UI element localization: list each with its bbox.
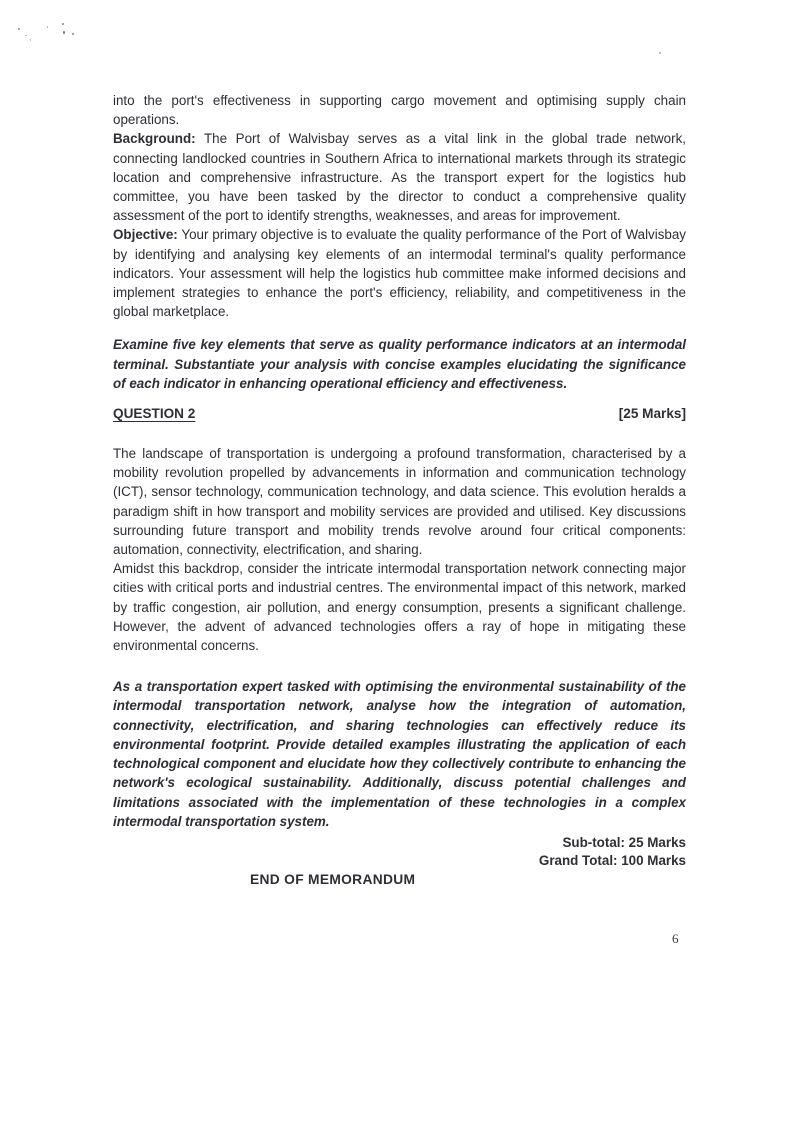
background-paragraph [113,129,686,225]
scan-speckle [659,52,661,54]
scan-speckle [30,39,31,41]
background-text: The Port of Walvisbay serves as a vital link in the global trade network, connecting landlocked countries in Southern Africa to international markets through its strategic location and comprehensive infrastructure. As the transport expert for the logistics hub committee, you have been tasked by the director to conduct a comprehensive quality assessment of the port to identify strengths, weaknesses, and areas for improvement. [113,131,686,224]
page-number: 6 [672,931,679,946]
background-label: Background: [113,131,196,147]
scan-speckle [62,23,64,25]
question2-heading: QUESTION 2 [113,406,196,422]
document-body [113,91,686,887]
question2-paragraph-2: Amidst this backdrop, consider the intricate intermodal transportation network connecting major cities with critical ports and industrial centres. The environmental impact of this network, marked by traffic congestion, air pollution, and energy consumption, presents a significant challenge. However, the advent of advanced technologies offers a ray of hope in mitigating these environmental concerns. [113,561,686,654]
intro-continuation-paragraph [113,91,686,129]
scan-speckle [72,33,74,35]
scan-speckle [25,35,27,36]
intro-continuation-text: into the port's effectiveness in supporting cargo movement and optimising supply chain operations. [113,93,686,128]
question2-heading-row [113,406,686,421]
totals-block [113,834,686,871]
objective-label: Objective: [113,227,178,243]
grand-total-line: Grand Total: 100 Marks [538,853,686,869]
end-of-memorandum-label: END OF MEMORANDUM [250,871,416,887]
question2-paragraph-1: The landscape of transportation is undergoing a profound transformation, characterised by a mobility revolution propelled by advancements in information and communication technology (ICT), sensor technology, communication technology, and data science. This evolution heralds a paradigm shift in how transport and mobility services are provided and utilised. Key discussions surrounding future transport and mobility trends revolve around four critical components: automation, connectivity, electrification, and sharing. [113,446,686,558]
question2-task-paragraph: As a transportation expert tasked with optimising the environmental sustainability of the intermodal transportation network, analyse how the integration of automation, connectivity, electrification, and sharing technologies can effectively reduce its environmental footprint. Provide detailed examples illustrating the application of each technological component and elucidate how they collectively contribute to enhancing the network's ecological sustainability. Additionally, discuss potential challenges and limitations associated with the implementation of these technologies in a complex intermodal transportation system. [113,679,686,829]
question1-task-paragraph: Examine five key elements that serve as quality performance indicators at an intermodal terminal. Substantiate your analysis with concise examples elucidating the significance of each indicator in enhancing operational efficiency and effectiveness. [113,337,686,391]
scan-speckle [63,31,65,34]
objective-paragraph [113,225,686,321]
question2-marks-badge: [25 Marks] [618,406,686,422]
sub-total-line: Sub-total: 25 Marks [562,834,686,850]
scan-speckle [47,26,48,28]
scan-speckle [18,28,20,30]
objective-text: Your primary objective is to evaluate the quality performance of the Port of Walvisbay by identifying and analysing key elements of an intermodal terminal's quality performance indicators. Your assessment will help the logistics hub committee make informed decisions and implement strategies to enhance the port's efficiency, reliability, and competitiveness in the global marketplace. [113,227,686,320]
